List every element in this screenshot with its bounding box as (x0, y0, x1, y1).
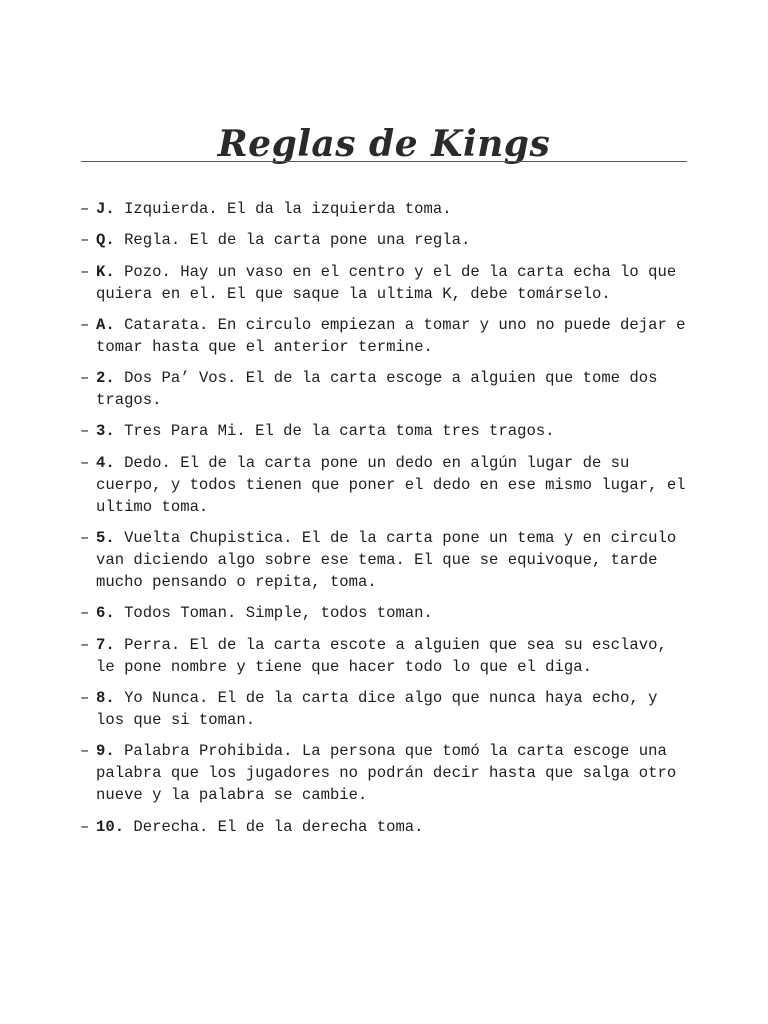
rule-item-5 (80, 527, 690, 593)
rule-item-9 (80, 740, 690, 806)
rule-text: Derecha. El de la derecha toma. (124, 817, 424, 836)
rule-text: Perra. El de la carta escote a alguien que sea su esclavo, le pone nombre y tiene que hacer todo lo que el diga. (96, 635, 667, 676)
rule-item-2 (80, 367, 690, 411)
rule-item-4 (80, 452, 690, 518)
rule-item-7 (80, 634, 690, 678)
card-label: 2. (96, 369, 115, 388)
rule-text: Todos Toman. Simple, todos toman. (114, 604, 433, 623)
rule-text: Dos Pa’ Vos. El de la carta escoge a alguien que tome dos tragos. (96, 369, 658, 410)
rule-text: Izquierda. El da la izquierda toma. (114, 200, 452, 218)
card-label: 9. (96, 742, 115, 761)
dash-marker: – (80, 453, 90, 472)
rule-item-q (80, 229, 690, 251)
card-label: 3. (96, 422, 115, 441)
card-label: Q. (96, 231, 115, 250)
page-title: Reglas de Kings (217, 123, 551, 166)
dash-marker: – (80, 315, 90, 334)
card-label: 6. (96, 604, 115, 623)
dash-marker: – (80, 231, 90, 250)
dash-marker: – (80, 817, 90, 836)
card-label: A. (96, 315, 115, 334)
rule-text: Yo Nunca. El de la carta dice algo que nunca haya echo, y los que si toman. (96, 688, 658, 729)
rule-item-3 (80, 420, 690, 442)
dash-marker: – (80, 742, 90, 761)
rule-item-k (80, 261, 690, 305)
rule-item-10 (80, 816, 690, 838)
rule-text: Dedo. El de la carta pone un dedo en algún lugar de su cuerpo, y todos tienen que poner el dedo en ese mismo lugar, el ultimo toma. (96, 453, 686, 516)
rule-text: Regla. El de la carta pone una regla. (114, 231, 471, 250)
rule-text: Pozo. Hay un vaso en el centro y el de la carta echa lo que quiera en el. El que saque la ultima K, debe tomárselo. (96, 262, 677, 303)
rule-text: Palabra Prohibida. La persona que tomó la carta escoge una palabra que los jugadores no podrán decir hasta que salga otro nueve y la palabra se cambie. (96, 742, 677, 805)
dash-marker: – (80, 635, 90, 654)
card-label: 8. (96, 688, 115, 707)
title-divider (81, 161, 687, 162)
rules-list (80, 198, 690, 847)
dash-marker: – (80, 604, 90, 623)
rule-text: Tres Para Mi. El de la carta toma tres tragos. (114, 422, 555, 441)
card-label: 7. (96, 635, 115, 654)
dash-marker: – (80, 369, 90, 388)
dash-marker: – (80, 262, 90, 281)
rule-item-6 (80, 602, 690, 624)
rule-text: Vuelta Chupistica. El de la carta pone un tema y en circulo van diciendo algo sobre ese tema. El que se equivoque, tarde mucho pensando o repita, toma. (96, 529, 677, 592)
rule-item-a (80, 314, 690, 358)
dash-marker: – (80, 529, 90, 548)
dash-marker: – (80, 688, 90, 707)
card-label: K. (96, 262, 115, 281)
card-label: 10. (96, 817, 125, 836)
dash-marker: – (80, 422, 90, 441)
dash-marker: – (80, 200, 90, 218)
rule-text: Catarata. En circulo empiezan a tomar y uno no puede dejar e tomar hasta que el anterior termine. (96, 315, 686, 356)
card-label: 5. (96, 529, 115, 548)
card-label: 4. (96, 453, 115, 472)
rule-item-j (80, 198, 690, 220)
card-label: J. (96, 200, 115, 218)
rule-item-8 (80, 687, 690, 731)
